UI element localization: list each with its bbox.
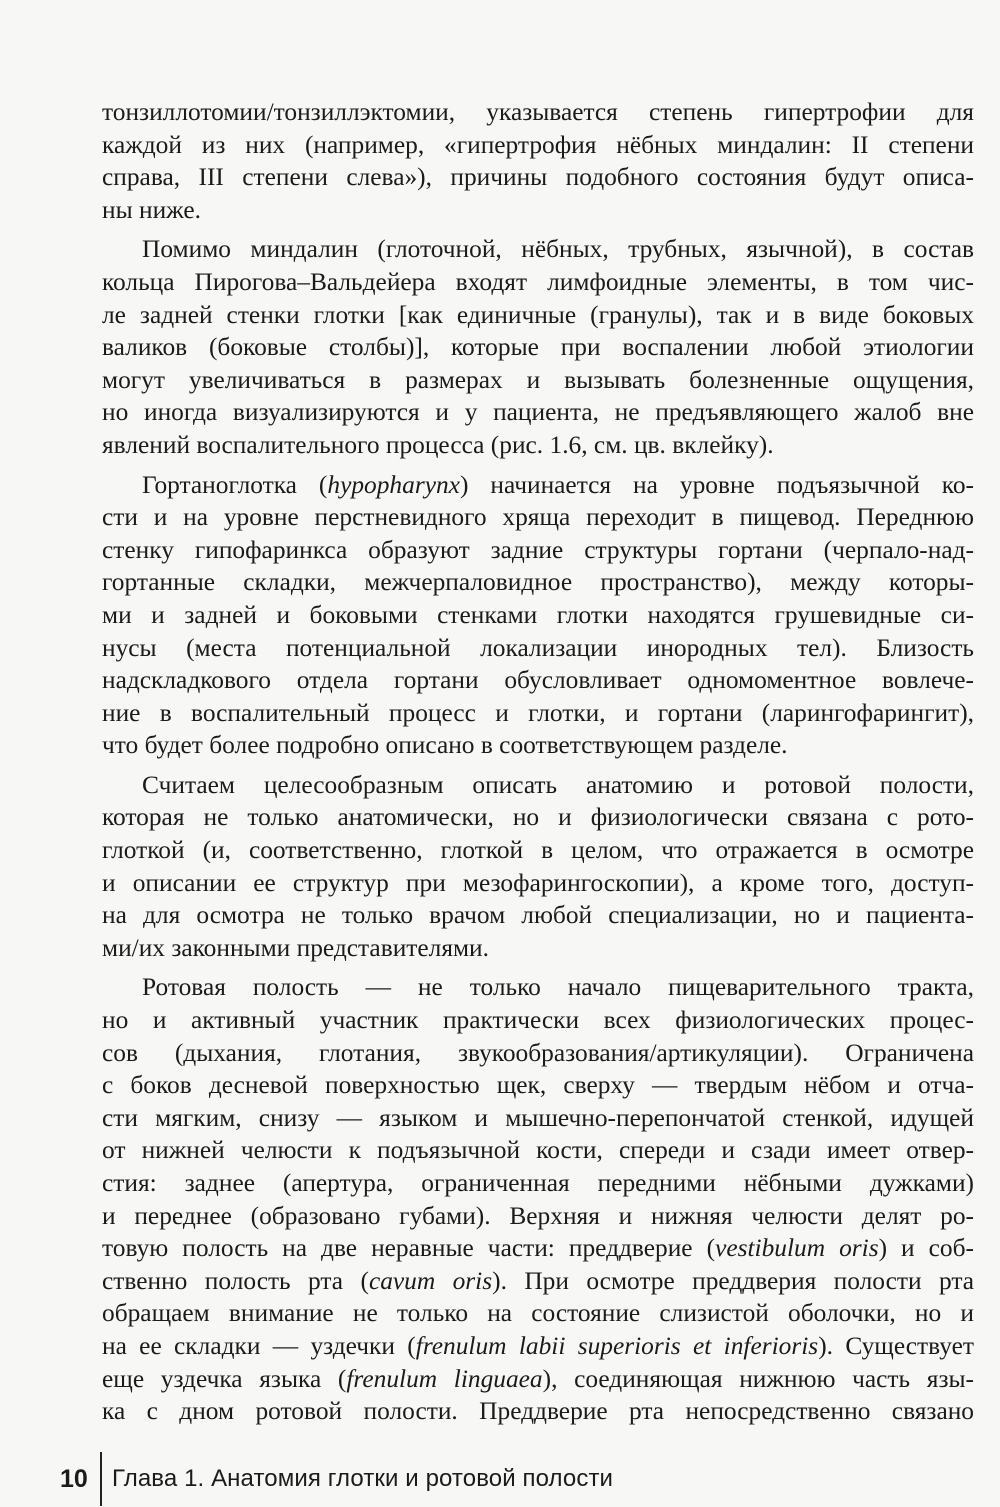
body-text (102, 96, 974, 1435)
text-line: Гортаноглотка (hypopharynx) начинается на уровне подъязычной ко- (142, 470, 974, 499)
text-line: еще уздечка языка (frenulum linguaea), соединяющая нижнюю часть язы- (102, 1364, 974, 1393)
text-line: ми/их законными представителями. (102, 933, 489, 962)
text-line: ми и задней и боковыми стенками глотки находятся грушевидные си- (102, 600, 974, 629)
text-line: явлений воспалительного процесса (рис. 1.6, см. цв. вклейку). (102, 430, 774, 459)
text-line: от нижней челюсти к подъязычной кости, спереди и сзади имеет отвер- (102, 1136, 974, 1165)
running-head: Глава 1. Анатомия глотки и ротовой полости (112, 1465, 614, 1492)
text-line: стенку гипофаринкса образуют задние структуры гортани (черпало-над- (102, 535, 974, 564)
text-line: сти и на уровне перстневидного хряща переходит в пищевод. Переднюю (102, 503, 974, 532)
text-line: с боков десневой поверхностью щек, сверху — твердым нёбом и отча- (102, 1071, 974, 1100)
paragraph (102, 971, 974, 1427)
paragraph (102, 469, 974, 762)
text-line: и переднее (образовано губами). Верхняя и нижняя челюсти делят ро- (102, 1201, 974, 1230)
text-line: но и активный участник практически всех физиологических процес- (102, 1006, 974, 1035)
text-line: нусы (места потенциальной локализации инородных тел). Близость (102, 633, 974, 662)
text-line: могут увеличиваться в размерах и вызывать болезненные ощущения, (102, 365, 974, 394)
text-line: которая не только анатомически, но и физиологически связана с рото- (102, 803, 974, 832)
text-line: кольца Пирогова–Вальдейера входят лимфоидные элементы, в том чис- (102, 267, 974, 296)
text-line: гортанные складки, межчерпаловидное пространство), между которы- (102, 568, 974, 597)
footer-divider (100, 1452, 102, 1506)
text-line: ственно полость рта (cavum oris). При осмотре преддверия полости рта (102, 1266, 974, 1295)
text-line: ние в воспалительный процесс и глотки, и гортани (ларингофарингит), (102, 698, 974, 727)
paragraph (102, 233, 974, 461)
paragraph (102, 96, 974, 226)
text-line: каждой из них (например, «гипертрофия нёбных миндалин: II степени (102, 130, 974, 159)
text-line: ка с дном ротовой полости. Преддверие рта непосредственно связано (102, 1397, 974, 1426)
text-line: но иногда визуализируются и у пациента, не предъявляющего жалоб вне (102, 398, 974, 427)
text-line: товую полость на две неравные части: преддверие (vestibulum oris) и соб- (102, 1234, 974, 1263)
text-line: Считаем целесообразным описать анатомию и ротовой полости, (142, 770, 974, 799)
text-line: сов (дыхания, глотания, звукообразования/артикуляции). Ограничена (102, 1038, 974, 1067)
text-line: надскладкового отдела гортани обусловливает одномоментное вовлече- (102, 666, 974, 695)
text-line: ле задней стенки глотки [как единичные (гранулы), так и в виде боковых (102, 300, 974, 329)
paragraph (102, 769, 974, 965)
text-line: тонзиллотомии/тонзиллэктомии, указывается степень гипертрофии для (102, 98, 974, 126)
page-number: 10 (60, 1464, 88, 1493)
text-line: на ее складки — уздечки (frenulum labii superioris et inferioris). Существует (102, 1331, 974, 1360)
text-line: Помимо миндалин (глоточной, нёбных, трубных, язычной), в состав (142, 235, 974, 264)
text-line: и описании ее структур при мезофарингоскопии), а кроме того, доступ- (102, 868, 974, 897)
page-footer (60, 1452, 613, 1506)
text-line: валиков (боковые столбы)], которые при воспалении любой этиологии (102, 333, 974, 362)
text-line: Ротовая полость — не только начало пищеварительного тракта, (142, 973, 974, 1002)
text-line: что будет более подробно описано в соответствующем разделе. (102, 731, 788, 760)
text-line: на для осмотра не только врачом любой специализации, но и пациента- (102, 901, 974, 930)
text-line: стия: заднее (апертура, ограниченная передними нёбными дужками) (102, 1169, 974, 1197)
text-line: обращаем внимание не только на состояние слизистой оболочки, но и (102, 1299, 974, 1328)
text-line: справа, III степени слева»), причины подобного состояния будут описа- (102, 163, 974, 192)
text-line: сти мягким, снизу — языком и мышечно-перепончатой стенкой, идущей (102, 1103, 974, 1132)
text-line: глоткой (и, соответственно, глоткой в целом, что отражается в осмотре (102, 836, 974, 865)
text-line: ны ниже. (102, 195, 201, 224)
